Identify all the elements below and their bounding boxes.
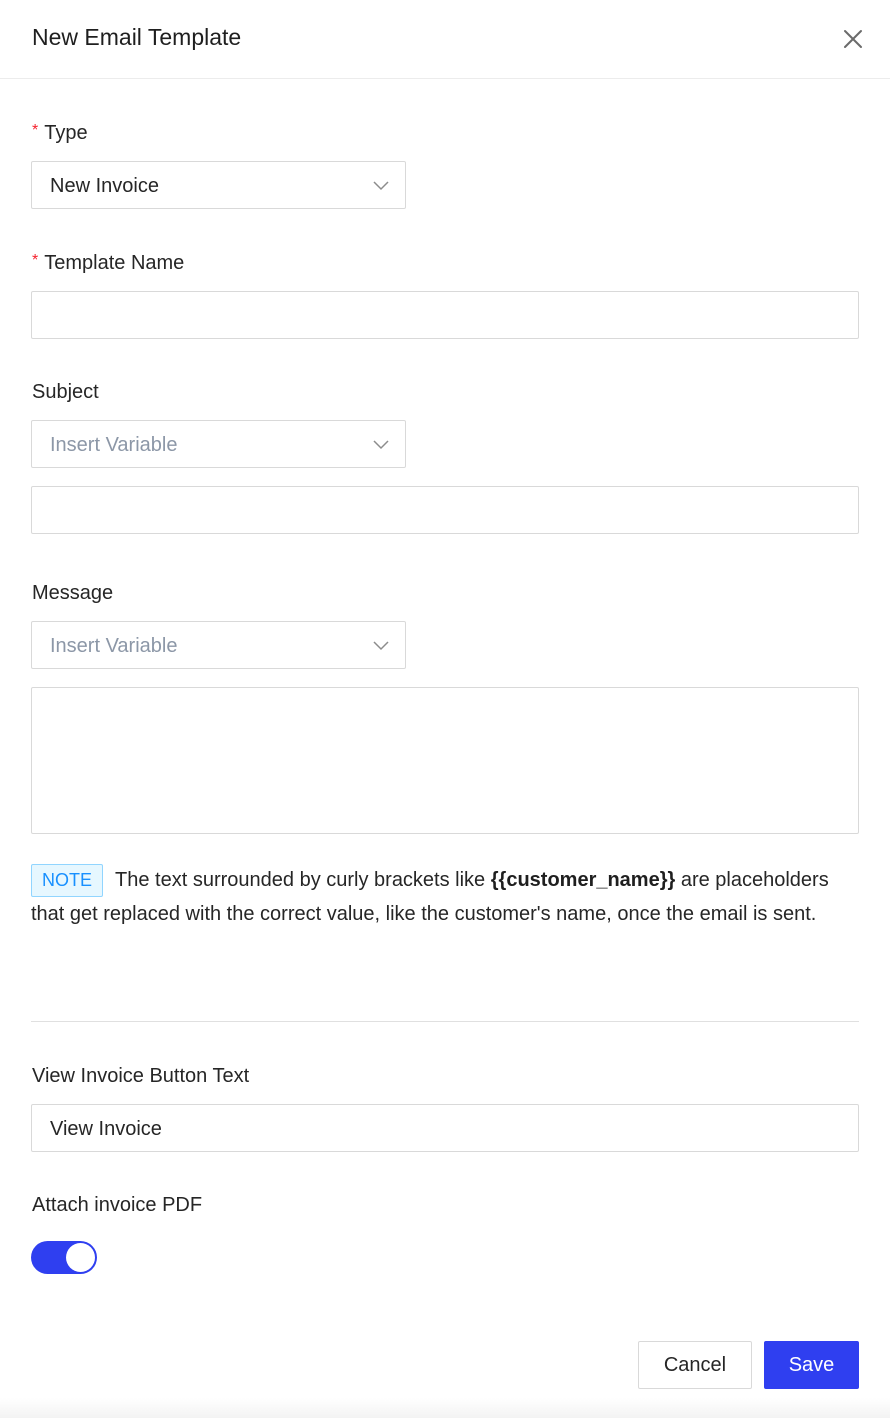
view-invoice-label: View Invoice Button Text [32,1065,250,1087]
modal-title: New Email Template [32,24,242,50]
note-text-after: are placeholders that get replaced with the correct value, like the customer's name, once the email is sent. [31,869,829,925]
close-icon [838,24,868,54]
chevron-down-icon [373,638,389,654]
toggle-knob [66,1243,95,1272]
note-highlight: {{customer_name}} [490,869,676,891]
subject-insert-variable-placeholder: Insert Variable [50,434,178,456]
cancel-button[interactable]: Cancel [638,1341,752,1389]
subject-input[interactable] [31,486,859,534]
message-textarea[interactable] [31,687,859,834]
note-text-before: The text surrounded by curly brackets like [115,869,491,891]
chevron-down-icon [373,178,389,194]
section-divider [31,1021,859,1022]
attach-pdf-toggle[interactable] [31,1241,97,1274]
required-marker: * [32,252,39,269]
type-select[interactable] [31,161,406,209]
chevron-down-icon [373,437,389,453]
note-badge: NOTE [31,864,103,897]
modal-header [0,0,890,79]
message-label: Message [32,582,114,604]
save-button[interactable]: Save [764,1341,859,1389]
type-label: * Type [32,122,88,144]
template-name-label: * Template Name [32,252,185,274]
template-name-input[interactable] [31,291,859,339]
required-marker: * [32,122,39,139]
placeholder-note [31,864,861,931]
message-insert-variable-select[interactable] [31,621,406,669]
type-select-value: New Invoice [50,175,159,197]
message-insert-variable-placeholder: Insert Variable [50,635,178,657]
close-button[interactable] [838,24,868,54]
footer-shadow [0,1398,890,1418]
subject-label: Subject [32,381,99,403]
attach-pdf-label: Attach invoice PDF [32,1194,203,1216]
view-invoice-text-value: View Invoice [50,1118,162,1140]
subject-insert-variable-select[interactable] [31,420,406,468]
view-invoice-text-input[interactable] [31,1104,859,1152]
